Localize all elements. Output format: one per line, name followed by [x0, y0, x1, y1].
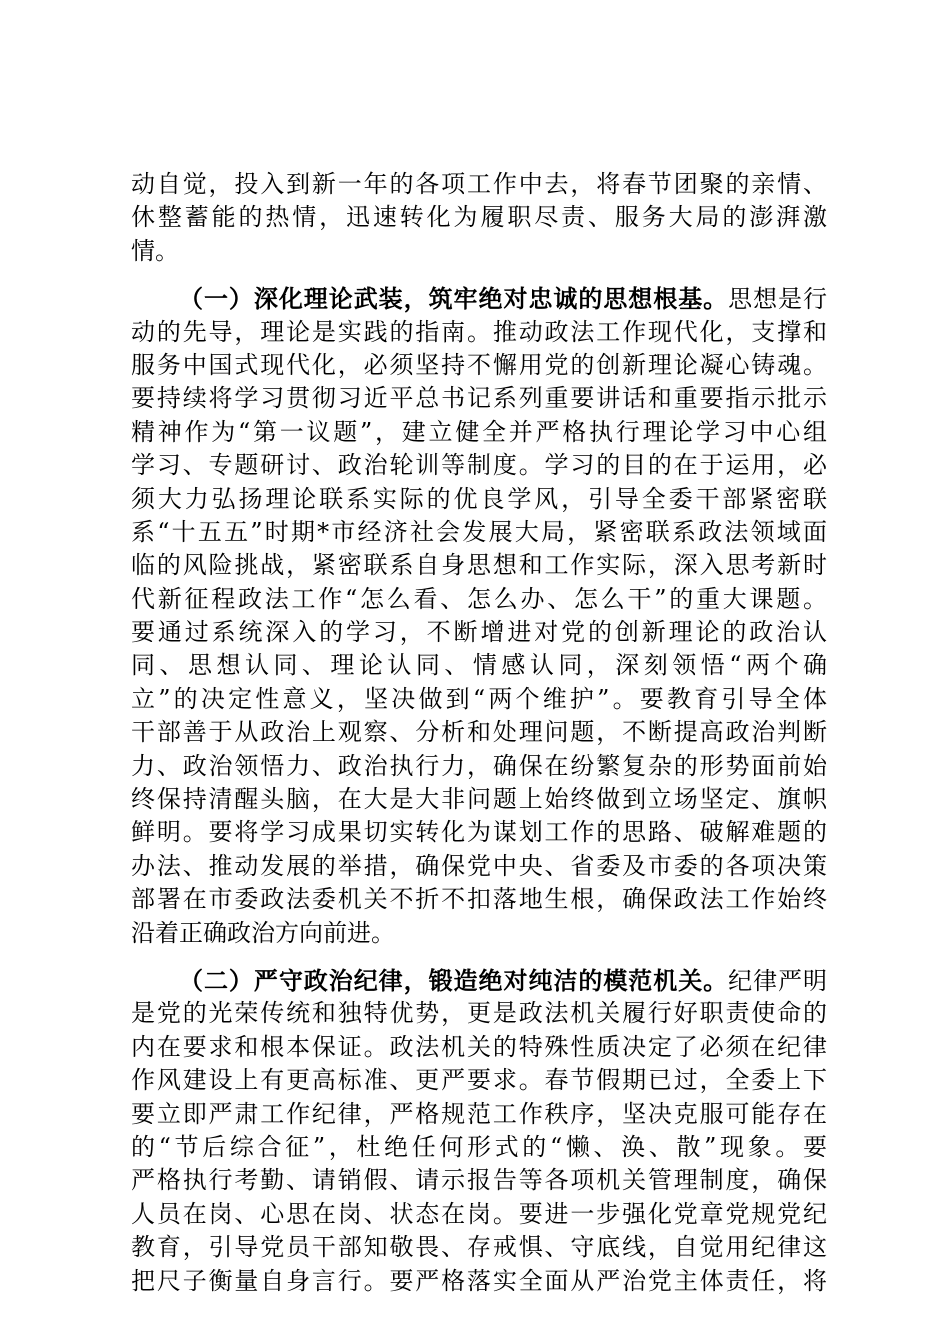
text-line: 同、思想认同、理论认同、情感认同，深刻领悟“两个确 — [131, 651, 827, 680]
text-line: 力、政治领悟力、政治执行力，确保在纷繁复杂的形势面前始 — [131, 751, 827, 780]
text-segment: 纪律严明 — [728, 966, 828, 995]
text-segment: 思想是行 — [728, 285, 828, 314]
text-line: 学习、专题研讨、政治轮训等制度。学习的目的在于运用，必 — [131, 451, 827, 480]
text-line: 动自觉，投入到新一年的各项工作中去，将春节团聚的亲情、 — [131, 170, 827, 198]
text-line: 人员在岗、心思在岗、状态在岗。要进一步强化党章党规党纪 — [131, 1199, 827, 1228]
text-line: 情。 — [131, 236, 179, 265]
text-line: 系“十五五”时期*市经济社会发展大局，紧密联系政法领域面 — [131, 517, 827, 546]
paragraph-section-1 — [131, 282, 827, 950]
text-line: 是党的光荣传统和独特优势，更是政法机关履行好职责使命的 — [131, 999, 827, 1028]
text-line: 严格执行考勤、请销假、请示报告等各项机关管理制度，确保 — [131, 1166, 827, 1195]
section-heading-line — [131, 282, 827, 315]
text-line: 要通过系统深入的学习，不断增进对党的创新理论的政治认 — [131, 618, 827, 647]
text-line: 服务中国式现代化，必须坚持不懈用党的创新理论凝心铸魂。 — [131, 350, 827, 379]
text-line: 沿着正确政治方向前进。 — [131, 918, 395, 947]
section-heading: （一）深化理论武装，筑牢绝对忠诚的思想根基。 — [179, 284, 729, 314]
text-line: 终保持清醒头脑，在大是大非问题上始终做到立场坚定、旗帜 — [131, 785, 827, 814]
text-line: 鲜明。要将学习成果切实转化为谋划工作的思路、破解难题的 — [131, 818, 827, 847]
text-line: 休整蓄能的热情，迅速转化为履职尽责、服务大局的澎湃激 — [131, 203, 827, 232]
text-line: 立”的决定性意义，坚决做到“两个维护”。要教育引导全体 — [131, 684, 827, 713]
section-heading: （二）严守政治纪律，锻造绝对纯洁的模范机关。 — [179, 965, 729, 995]
text-line: 作风建设上有更高标准、更严要求。春节假期已过，全委上下 — [131, 1066, 827, 1095]
text-line: 教育，引导党员干部知敬畏、存戒惧、守底线，自觉用纪律这 — [131, 1233, 827, 1262]
text-line: 办法、推动发展的举措，确保党中央、省委及市委的各项决策 — [131, 851, 827, 880]
text-line: 须大力弘扬理论联系实际的优良学风，引导全委干部紧密联 — [131, 484, 827, 513]
text-line: 要立即严肃工作纪律，严格规范工作秩序，坚决克服可能存在 — [131, 1099, 827, 1128]
text-line: 干部善于从政治上观察、分析和处理问题，不断提高政治判断 — [131, 718, 827, 747]
text-line: 要持续将学习贯彻习近平总书记系列重要讲话和重要指示批示 — [131, 384, 827, 413]
document-body — [131, 168, 827, 1298]
text-line: 临的风险挑战，紧密联系自身思想和工作实际，深入思考新时 — [131, 551, 827, 580]
paragraph-intro — [131, 168, 827, 268]
text-line: 内在要求和根本保证。政法机关的特殊性质决定了必须在纪律 — [131, 1032, 827, 1061]
text-line: 精神作为“第一议题”，建立健全并严格执行理论学习中心组 — [131, 417, 827, 446]
section-heading-line — [131, 964, 827, 997]
text-line: 代新征程政法工作“怎么看、怎么办、怎么干”的重大课题。 — [131, 584, 827, 613]
paragraph-section-2 — [131, 964, 827, 1298]
text-line: 部署在市委政法委机关不折不扣落地生根，确保政法工作始终 — [131, 885, 827, 914]
text-line: 的“节后综合征”，杜绝任何形式的“懒、涣、散”现象。要 — [131, 1132, 827, 1161]
text-line: 把尺子衡量自身言行。要严格落实全面从严治党主体责任，将 — [131, 1266, 827, 1295]
text-line: 动的先导，理论是实践的指南。推动政法工作现代化，支撑和 — [131, 317, 827, 346]
